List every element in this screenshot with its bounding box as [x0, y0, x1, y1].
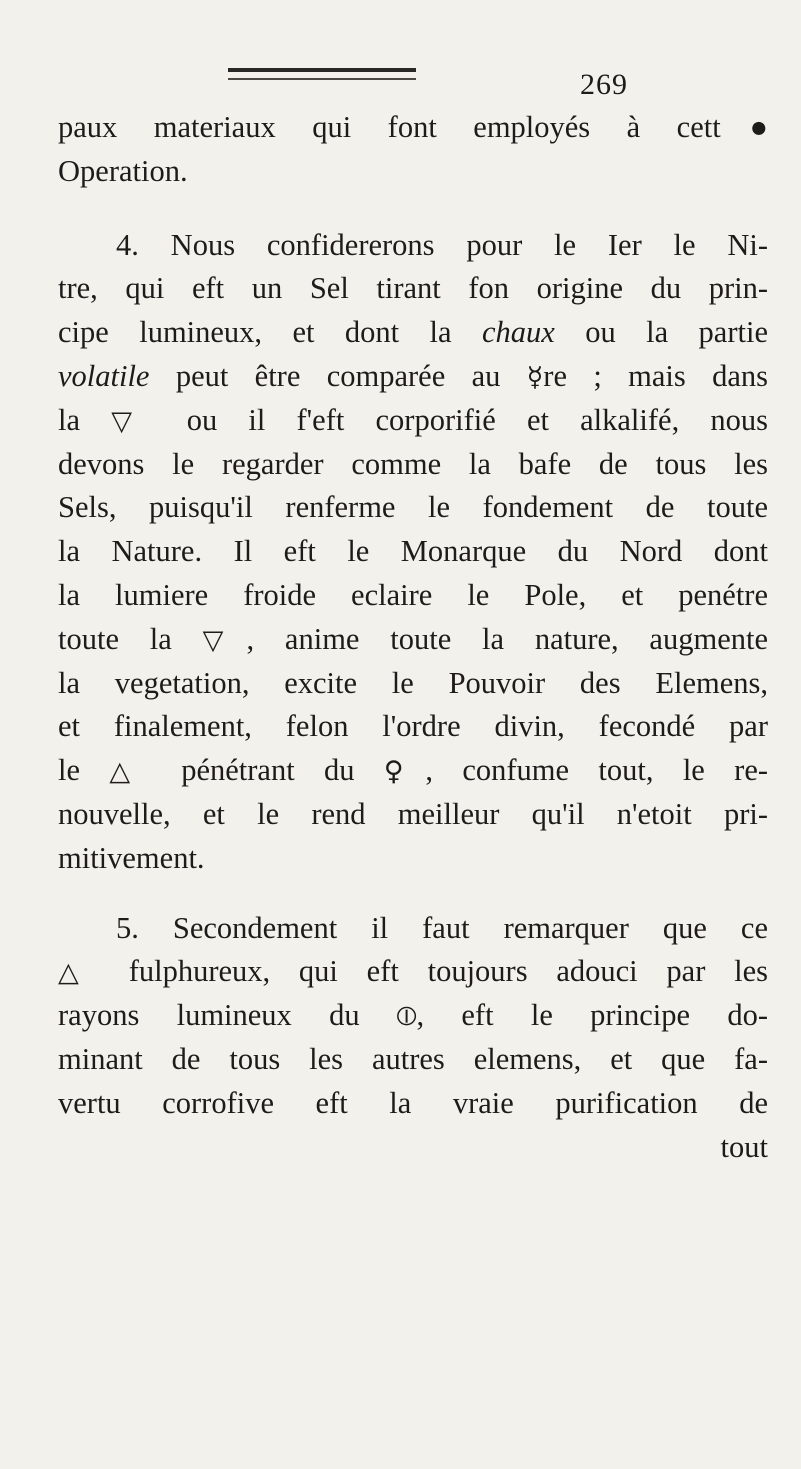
text-line: le △ pénétrant du ♀, confume tout, le re-	[58, 753, 769, 788]
text-line: rayons lumineux du ⦶, eft le principe do-	[58, 998, 768, 1033]
text-line: nouvelle, et le rend meilleur qu'il n'etoit pri-	[58, 796, 768, 831]
page-number: 269	[580, 68, 628, 101]
text-line: tre, qui eft un Sel tirant fon origine du prin-	[58, 271, 768, 306]
text-line: la lumiere froide eclaire le Pole, et penétre	[58, 577, 768, 612]
header-ornament-rule-thin	[228, 78, 416, 80]
text-line: Sels, puisqu'il renferme le fondement de toute	[58, 490, 768, 525]
paragraph-4-start: 4. Nous confidererons pour le Ier le Ni-	[116, 227, 768, 262]
text-line: minant de tous les autres elemens, et que fa-	[58, 1041, 768, 1076]
header-ornament-rule	[228, 68, 416, 72]
text-line: toute la ▽, anime toute la nature, augmente	[58, 621, 768, 656]
paragraph-5-start: 5. Secondement il faut remarquer que ce	[116, 910, 768, 945]
text-line: volatile peut être comparée au ☿re ; mais dans	[58, 358, 768, 393]
body-text	[58, 106, 768, 1169]
text-line: la Nature. Il eft le Monarque du Nord dont	[58, 534, 768, 569]
text-line: devons le regarder comme la bafe de tous les	[58, 446, 768, 481]
text-line: la ▽ ou il f'eft corporifié et alkalifé, nous	[58, 402, 769, 437]
text-line: mitivement.	[58, 840, 205, 875]
text-line: cipe lumineux, et dont la chaux ou la partie	[58, 315, 768, 350]
text-line: vertu corrofive eft la vraie purification de	[58, 1085, 768, 1120]
text-line: et finalement, felon l'ordre divin, fecondé par	[58, 709, 768, 744]
text-line: la vegetation, excite le Pouvoir des Elemens,	[58, 665, 768, 700]
text-line: paux materiaux qui font employés à cett●	[58, 110, 768, 144]
text-line: Operation.	[58, 153, 188, 188]
catchword: tout	[720, 1129, 768, 1164]
text-line: △ fulphureux, qui eft toujours adouci par les	[58, 954, 768, 989]
